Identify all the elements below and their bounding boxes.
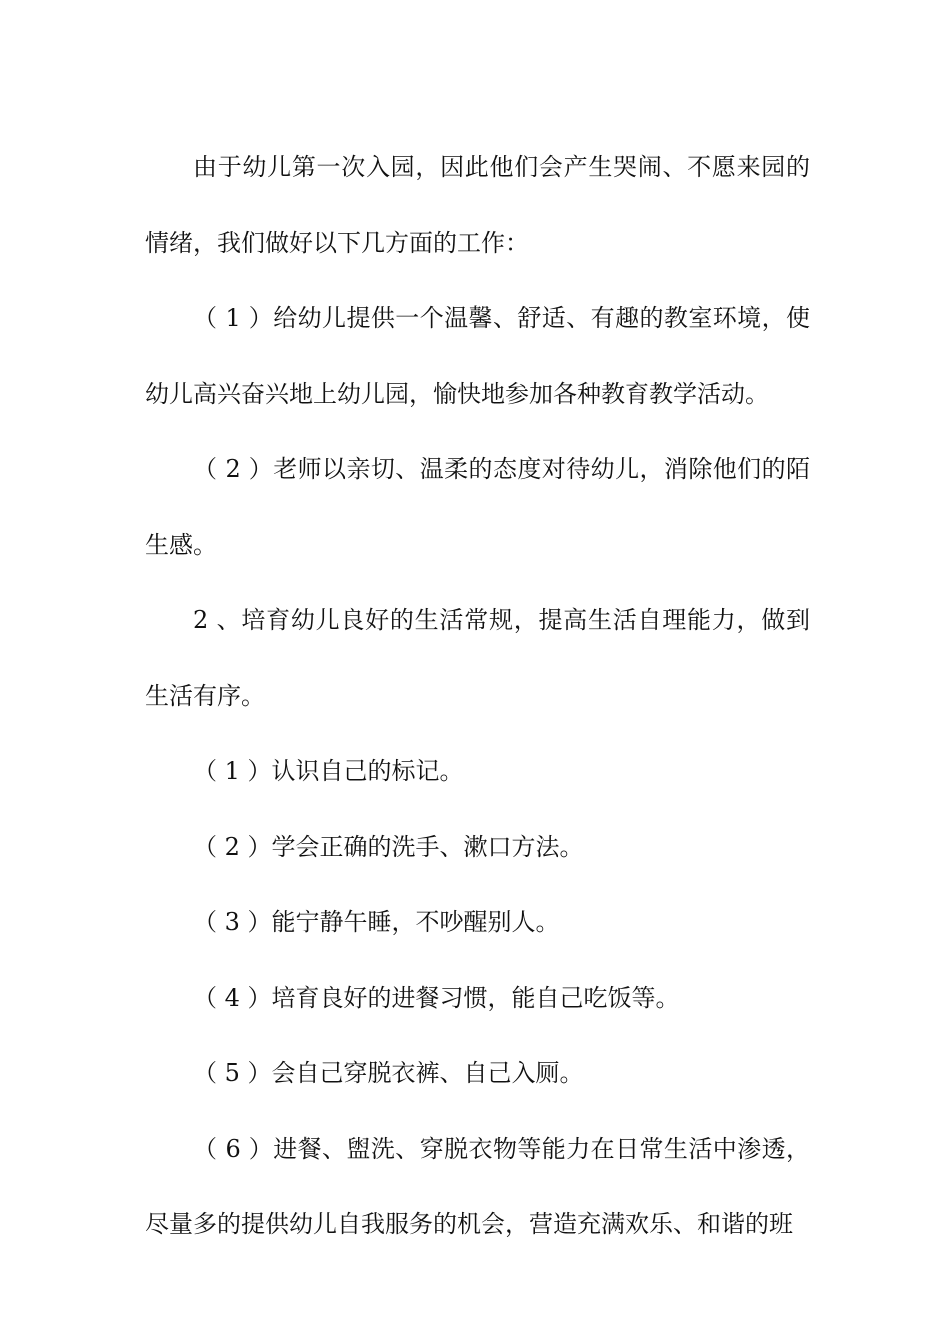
paragraph-routine-item-6: （ 6 ）进餐、盥洗、穿脱衣物等能力在日常生活中渗透，尽量多的提供幼儿自我服务的机会，营造充满欢乐、和谐的班 xyxy=(145,1134,810,1238)
paragraph-routine-item-1: （ 1 ）认识自己的标记。 xyxy=(193,757,464,785)
paragraph-section-2-routine: 2 、培育幼儿良好的生活常规，提高生活自理能力，做到生活有序。 xyxy=(145,606,810,710)
paragraph-routine-item-4: （ 4 ）培育良好的进餐习惯，能自己吃饭等。 xyxy=(193,983,680,1012)
paragraph-intro: 由于幼儿第一次入园，因此他们会产生哭闹、不愿来园的情绪，我们做好以下几方面的工作： xyxy=(145,153,810,257)
paragraph-routine-item-3: （ 3 ）能宁静午睡，不吵醒别人。 xyxy=(193,908,560,936)
paragraph-item-1-environment: （ 1 ）给幼儿提供一个温馨、舒适、有趣的教室环境，使幼儿高兴奋兴地上幼儿园，愉快地参加各种教育教学活动。 xyxy=(145,304,810,408)
paragraph-routine-item-2: （ 2 ）学会正确的洗手、漱口方法。 xyxy=(193,832,584,861)
document-body xyxy=(145,130,810,1263)
paragraph-item-2-attitude: （ 2 ）老师以亲切、温柔的态度对待幼儿，消除他们的陌生感。 xyxy=(145,455,810,559)
paragraph-routine-item-5: （ 5 ）会自己穿脱衣裤、自己入厕。 xyxy=(193,1059,584,1087)
